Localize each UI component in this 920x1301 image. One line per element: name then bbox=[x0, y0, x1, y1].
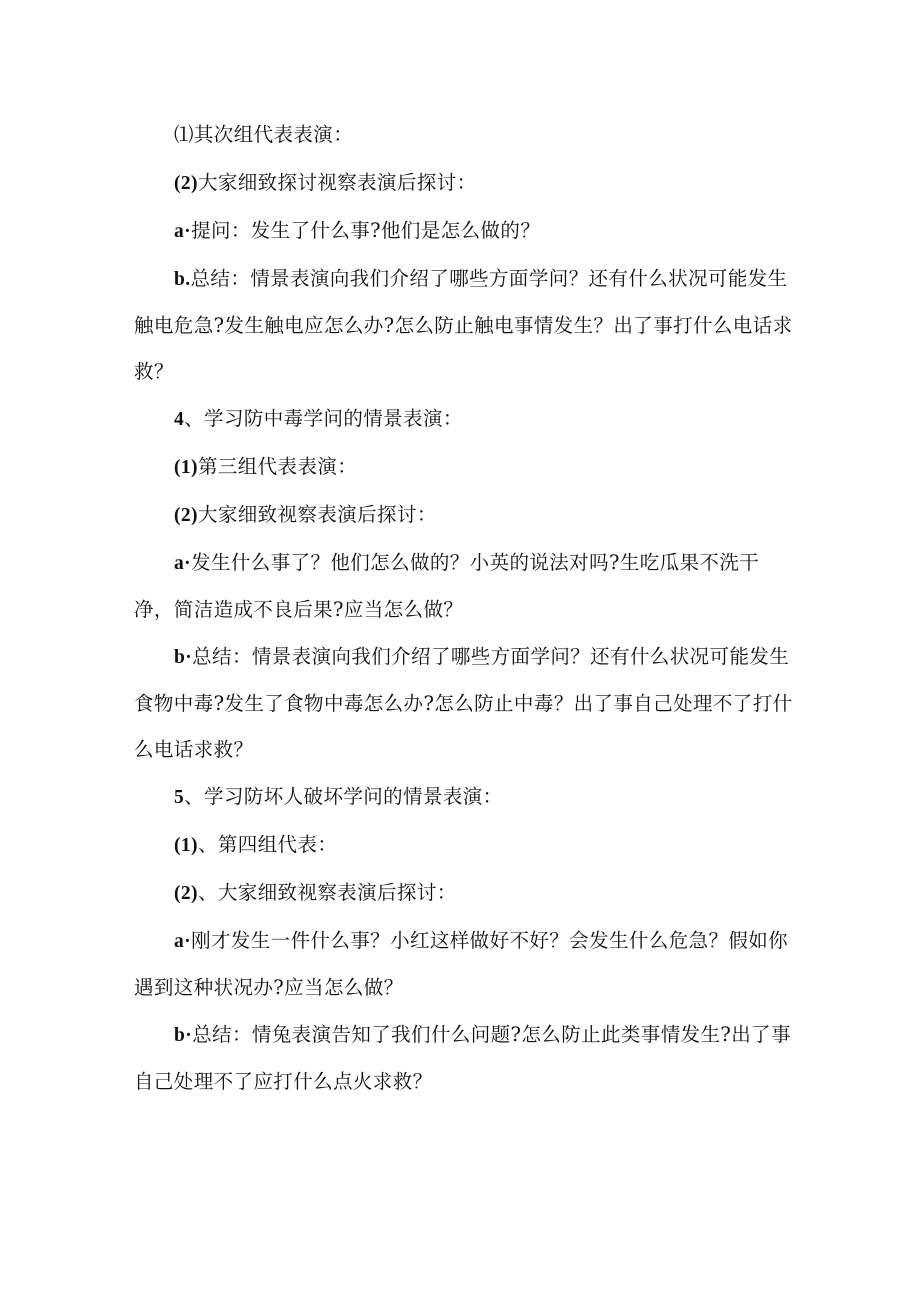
paragraph-14 bbox=[134, 1012, 794, 1105]
paragraph-text: 刚才发生一件什么事？小红这样做好不好？会发生什么危急？假如你遇到这种状况办?应当怎么做？ bbox=[134, 929, 789, 999]
paragraph-9 bbox=[134, 634, 794, 773]
paragraph-label: b· bbox=[174, 1025, 193, 1046]
paragraph-text: 总结：情兔表演告知了我们什么问题?怎么防止此类事情发生?出了事自己处理不了应打什么点火求救？ bbox=[134, 1023, 791, 1093]
paragraph-label: 5 bbox=[174, 787, 185, 808]
paragraph-text: 发生什么事了？他们怎么做的？小英的说法对吗?生吃瓜果不洗干净，简洁造成不良后果?应当怎么做？ bbox=[134, 551, 760, 621]
paragraph-label: (2) bbox=[174, 173, 198, 194]
paragraph-2 bbox=[134, 160, 794, 207]
paragraph-text: 提问：发生了什么事?他们是怎么做的？ bbox=[191, 219, 541, 242]
paragraph-label: b· bbox=[174, 647, 193, 668]
paragraph-label: (1) bbox=[174, 457, 198, 478]
paragraph-1 bbox=[134, 112, 794, 159]
paragraph-12 bbox=[134, 870, 794, 917]
paragraph-label: (2) bbox=[174, 505, 198, 526]
paragraph-text: 、大家细致视察表演后探讨： bbox=[197, 881, 457, 904]
document-body bbox=[134, 112, 794, 1106]
paragraph-text: 大家细致探讨视察表演后探讨： bbox=[197, 171, 477, 194]
paragraph-text: 、学习防坏人破坏学问的情景表演： bbox=[184, 785, 503, 808]
paragraph-3 bbox=[134, 208, 794, 255]
paragraph-4 bbox=[134, 256, 794, 395]
paragraph-text: 、学习防中毒学问的情景表演： bbox=[184, 407, 463, 430]
paragraph-13 bbox=[134, 918, 794, 1011]
paragraph-label: a· bbox=[174, 931, 192, 952]
paragraph-text: 、第四组代表： bbox=[197, 833, 338, 856]
paragraph-6 bbox=[134, 444, 794, 491]
paragraph-label: a· bbox=[174, 221, 192, 242]
paragraph-11 bbox=[134, 822, 794, 869]
paragraph-label: (1) bbox=[174, 835, 198, 856]
paragraph-text: 第三组代表表演： bbox=[197, 455, 358, 478]
paragraph-label: (2) bbox=[174, 883, 198, 904]
paragraph-label: a· bbox=[174, 553, 192, 574]
paragraph-text: ⑴其次组代表表演： bbox=[174, 123, 354, 146]
paragraph-text: 大家细致视察表演后探讨： bbox=[197, 503, 437, 526]
paragraph-10 bbox=[134, 774, 794, 821]
paragraph-text: 总结：情景表演向我们介绍了哪些方面学问？还有什么状况可能发生触电危急?发生触电应怎么办?怎么防止触电事情发生？出了事打什么电话求救？ bbox=[134, 267, 793, 383]
paragraph-8 bbox=[134, 540, 794, 633]
paragraph-label: b. bbox=[174, 269, 191, 290]
paragraph-label: 4 bbox=[174, 409, 185, 430]
paragraph-7 bbox=[134, 492, 794, 539]
paragraph-5 bbox=[134, 396, 794, 443]
paragraph-text: 总结：情景表演向我们介绍了哪些方面学问？还有什么状况可能发生食物中毒?发生了食物中毒怎么办?怎么防止中毒？出了事自己处理不了打什么电话求救？ bbox=[134, 645, 793, 761]
